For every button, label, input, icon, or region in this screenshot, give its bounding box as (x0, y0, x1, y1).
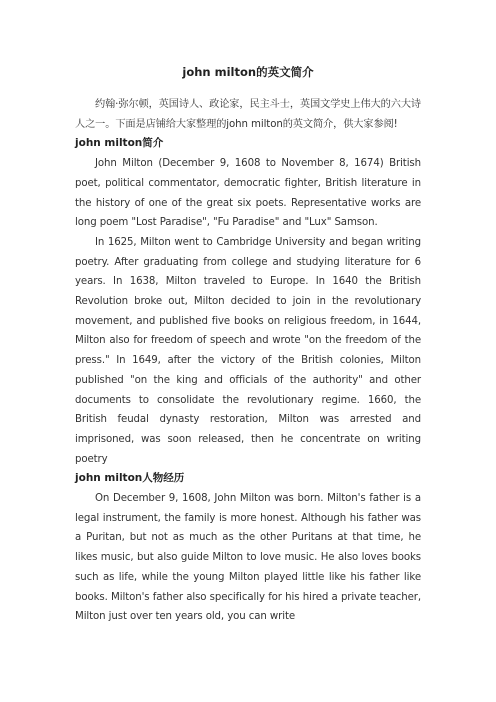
experience-paragraph-1: On December 9, 1608, John Milton was born. Milton's father is a legal instrument, the family is more honest. Although his father was a Puritan, but not as much as the other Puritans at that time, he likes music, but also guide Milton to love music. He also loves books such as life, while the young Milton played little like his father like books. Milton's father also specifically for his hired a private teacher, Milton just over ten years old, you can write (75, 493, 421, 623)
section-heading-experience: john milton人物经历 (75, 472, 185, 485)
profile-paragraph-2: In 1625, Milton went to Cambridge University and began writing poetry. After graduating from college and studying literature for 6 years. In 1638, Milton traveled to Europe. In 1640 the British Revolution broke out, Milton decided to join in the revolutionary movement, and published five books on religious freedom, in 1644, Milton also for freedom of speech and wrote "on the freedom of the press." In 1649, after the victory of the British colonies, Milton published "on the king and officials of the authority" and other documents to consolidate the revolutionary regime. 1660, the British feudal dynasty restoration, Milton was arrested and imprisoned, was soon released, then he concentrate on writing poetry (75, 236, 421, 465)
intro-paragraph: 约翰·弥尔顿，英国诗人、政论家，民主斗士，英国文学史上伟大的六大诗人之一。下面是店铺给大家整理的john milton的英文简介，供大家参阅! (75, 99, 421, 130)
document-title: john milton的英文简介 (182, 65, 314, 79)
section-heading-profile: john milton简介 (75, 137, 164, 150)
document-page (75, 63, 421, 627)
profile-paragraph-1: John Milton (December 9, 1608 to November 8, 1674) British poet, political commentator, democratic fighter, British literature in the history of one of the great six poets. Representative works are long poem "Lost Paradise", "Fu Paradise" and "Lux" Samson. (75, 158, 421, 229)
